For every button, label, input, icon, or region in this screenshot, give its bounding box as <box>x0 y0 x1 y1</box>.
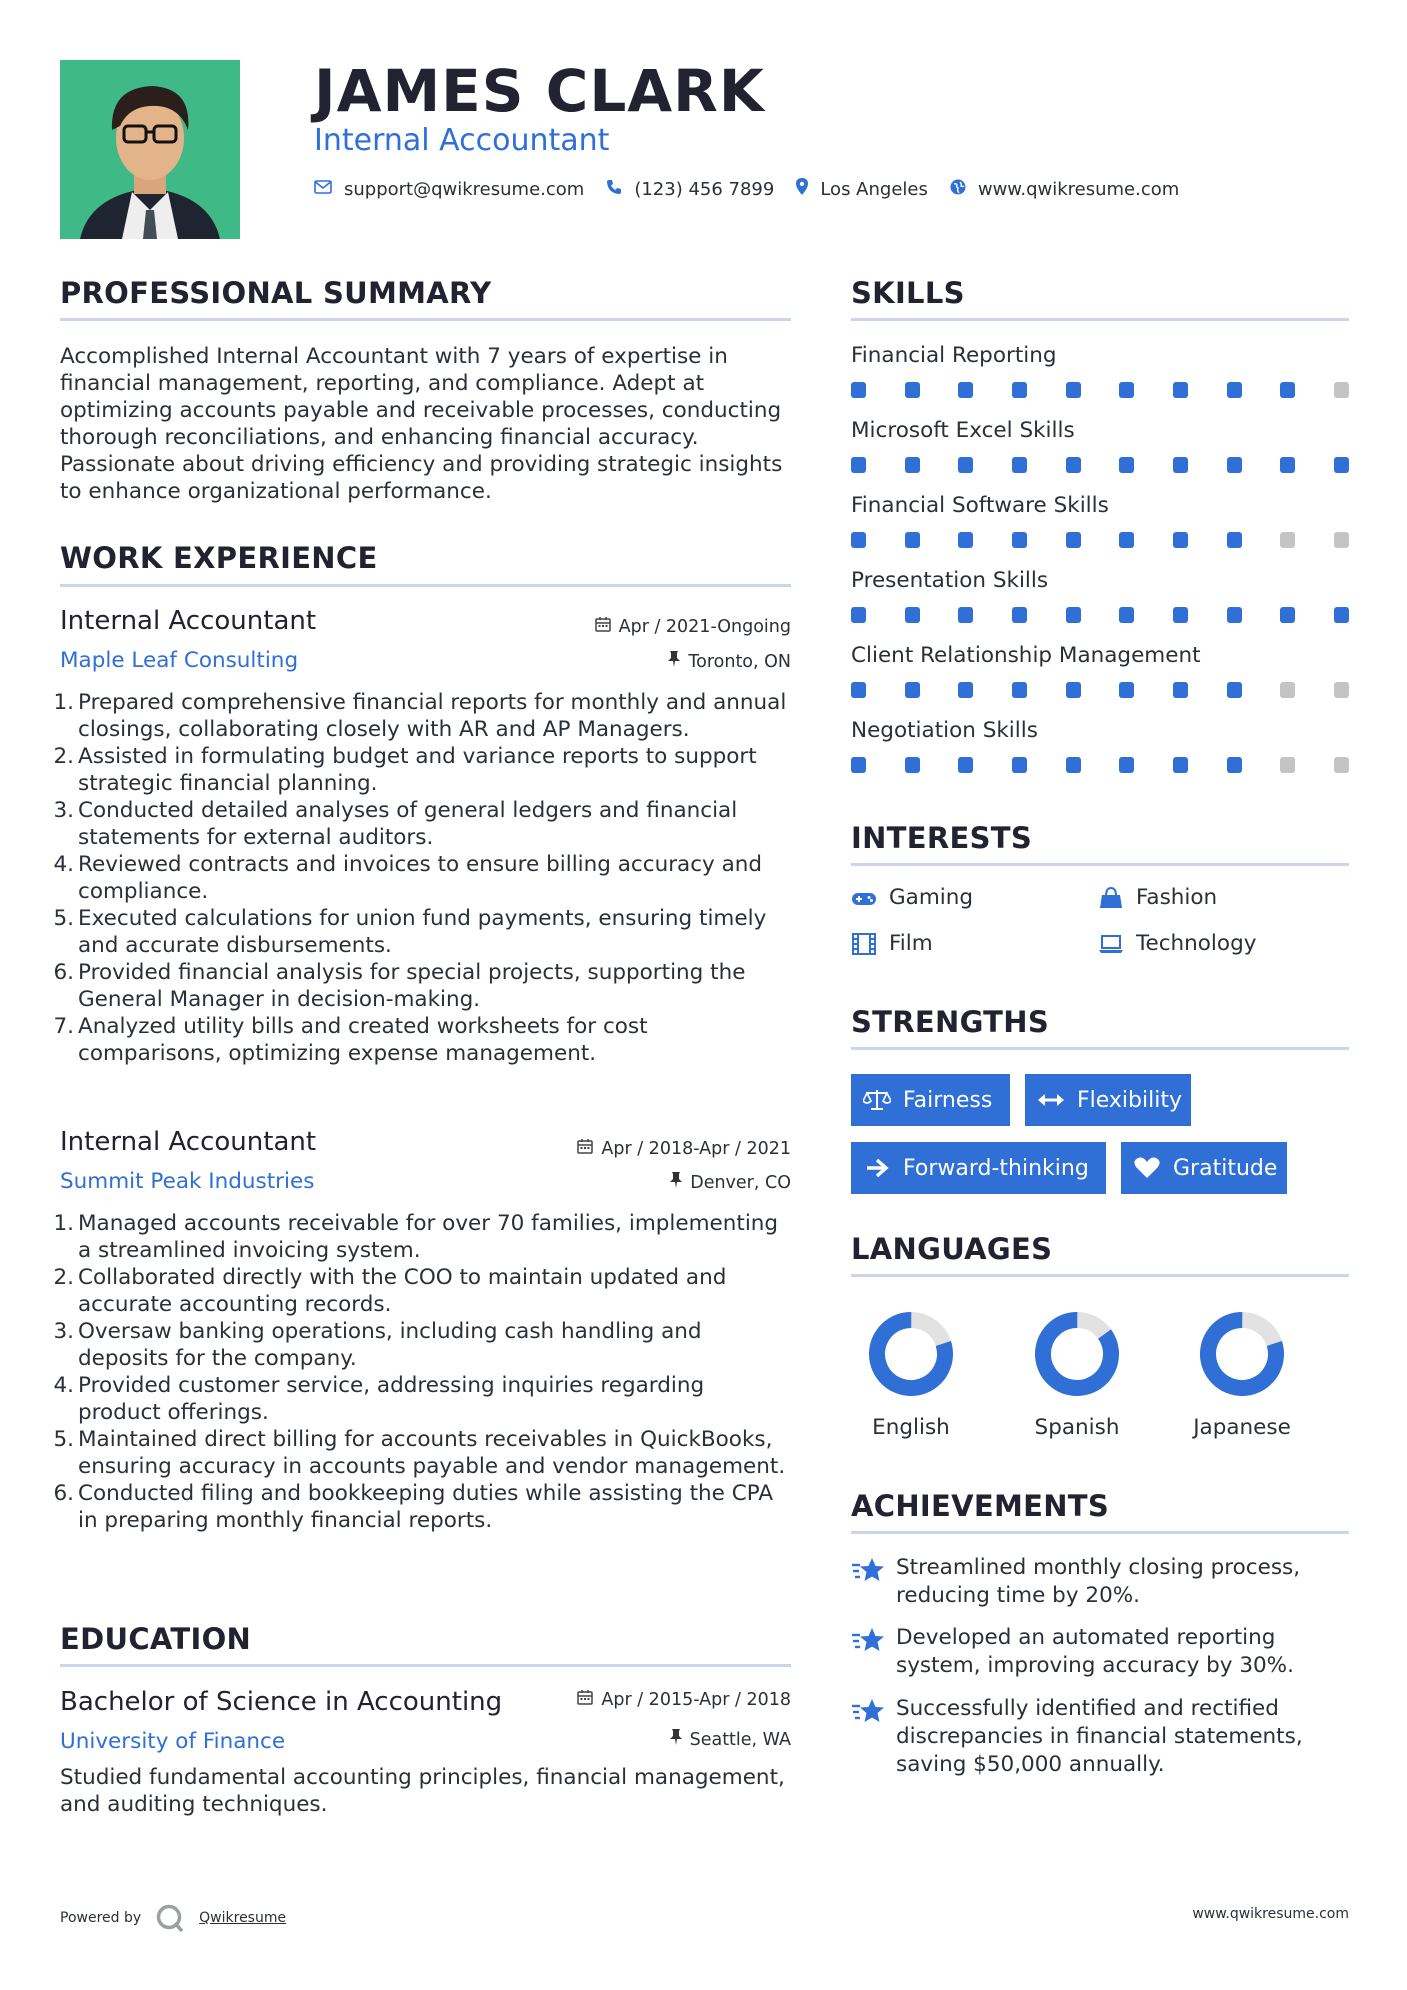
job-dates <box>577 1138 791 1159</box>
list-item: 2. Collaborated directly with the COO to maintain updated and accurate accounting records. <box>53 1265 727 1317</box>
calendar-icon <box>577 1690 593 1709</box>
summary-text: Accomplished Internal Accountant with 7 years of expertise in financial management, reporting, and compliance. Adept at optimizing accounts payable and receivable processes, conducting thorough reconciliations, and enhancing financial accuracy. Passionate about driving efficiency and providing strategic insights to enhance organizational performance. <box>60 344 783 504</box>
summary-heading: PROFESSIONAL SUMMARY <box>60 276 492 310</box>
skill-dot-filled <box>1280 457 1295 473</box>
skill-dot-filled <box>958 457 973 473</box>
footer-powered-by <box>60 1903 286 1933</box>
skill-dot-filled <box>905 382 920 398</box>
pushpin-icon <box>670 1730 682 1749</box>
skill-dot-filled <box>905 757 920 773</box>
skill-dot-filled <box>958 757 973 773</box>
achievement-item <box>851 1554 1351 1614</box>
email-link[interactable]: support@qwikresume.com <box>344 178 585 200</box>
skill-rating <box>851 457 1349 473</box>
balance-scale-icon <box>863 1088 891 1112</box>
list-item: 1. Prepared comprehensive financial reports for monthly and annual closings, collaborating closely with AR and AP Managers. <box>53 690 787 742</box>
skill-dot-filled <box>851 457 866 473</box>
calendar-icon <box>577 1139 593 1158</box>
skill-dot-filled <box>1012 682 1027 698</box>
skill-dot-filled <box>851 382 866 398</box>
interest-item <box>851 930 933 958</box>
skill-dot-filled <box>1334 457 1349 473</box>
job-location <box>670 1172 791 1193</box>
skill-label: Financial Software Skills <box>851 493 1109 518</box>
skill-dot-empty <box>1280 757 1295 773</box>
skill-dot-filled <box>1119 457 1134 473</box>
language-ring-fill <box>1034 1311 1120 1397</box>
languages-divider <box>851 1274 1349 1277</box>
skill-dot-filled <box>1066 607 1081 623</box>
skill-dot-filled <box>1173 382 1188 398</box>
pushpin-icon <box>670 1173 682 1192</box>
education-description: Studied fundamental accounting principles, financial management, and auditing techniques. <box>60 1765 785 1817</box>
education-heading: EDUCATION <box>60 1622 252 1656</box>
skill-dot-filled <box>1012 532 1027 548</box>
arrows-horizontal-icon <box>1037 1088 1065 1112</box>
interests-heading: INTERESTS <box>851 821 1033 855</box>
language-ring-fill <box>1199 1311 1285 1397</box>
summary-divider <box>60 318 791 321</box>
phone-number[interactable]: (123) 456 7899 <box>634 178 775 200</box>
skill-dot-empty <box>1334 532 1349 548</box>
skill-dot-filled <box>851 757 866 773</box>
list-item: 5. Executed calculations for union fund payments, ensuring timely and accurate disbursements. <box>53 906 767 958</box>
list-item: 7. Analyzed utility bills and created worksheets for cost comparisons, optimizing expense management. <box>53 1014 648 1066</box>
skill-dot-filled <box>1012 607 1027 623</box>
skill-dot-filled <box>1227 532 1242 548</box>
language-label: English <box>872 1415 950 1440</box>
list-item: 5. Maintained direct billing for accounts receivables in QuickBooks, ensuring accuracy in accounts payable and vendor management. <box>53 1427 786 1479</box>
skill-dot-empty <box>1280 532 1295 548</box>
skill-dot-filled <box>1334 607 1349 623</box>
skill-dot-filled <box>851 607 866 623</box>
education-dates-text: Apr / 2015-Apr / 2018 <box>601 1690 791 1710</box>
skill-dot-filled <box>905 532 920 548</box>
list-item: 4. Provided customer service, addressing inquiries regarding product offerings. <box>53 1373 705 1425</box>
achievements-heading: ACHIEVEMENTS <box>851 1489 1110 1523</box>
map-marker-icon <box>796 178 808 200</box>
powered-by-text: Powered by <box>60 1910 142 1926</box>
pushpin-icon <box>668 652 680 671</box>
list-item: 3. Oversaw banking operations, including cash handling and deposits for the company. <box>53 1319 702 1371</box>
skill-dot-filled <box>1119 532 1134 548</box>
skill-dot-filled <box>1173 682 1188 698</box>
skill-dot-filled <box>905 607 920 623</box>
skill-dot-empty <box>1334 382 1349 398</box>
skill-dot-empty <box>1334 757 1349 773</box>
skill-dot-filled <box>1227 457 1242 473</box>
strength-label: Forward-thinking <box>903 1155 1089 1181</box>
language-label: Japanese <box>1193 1415 1291 1440</box>
skill-dot-filled <box>958 607 973 623</box>
phone-icon <box>606 179 622 200</box>
skill-dot-filled <box>958 682 973 698</box>
achievement-text: Streamlined monthly closing process, reducing time by 20%. <box>896 1555 1301 1608</box>
education-divider <box>60 1664 791 1667</box>
degree-title: Bachelor of Science in Accounting <box>60 1687 503 1717</box>
skill-dot-filled <box>1173 607 1188 623</box>
company-name: Maple Leaf Consulting <box>60 648 299 673</box>
star-icon <box>851 1556 885 1586</box>
shopping-bag-icon <box>1098 887 1124 909</box>
job-title: Internal Accountant <box>60 1127 317 1157</box>
contact-bar <box>314 178 1201 200</box>
skills-heading: SKILLS <box>851 276 965 310</box>
skill-dot-filled <box>1227 682 1242 698</box>
skills-divider <box>851 318 1349 321</box>
company-name: Summit Peak Industries <box>60 1169 315 1194</box>
skill-label: Client Relationship Management <box>851 643 1201 668</box>
experience-heading: WORK EXPERIENCE <box>60 541 378 575</box>
skill-dot-filled <box>1119 757 1134 773</box>
language-ring-fill <box>868 1311 954 1397</box>
skill-label: Microsoft Excel Skills <box>851 418 1075 443</box>
candidate-name: JAMES CLARK <box>314 57 765 125</box>
education-location-text: Seattle, WA <box>689 1730 791 1750</box>
skill-dot-filled <box>851 682 866 698</box>
job-dates-text: Apr / 2021-Ongoing <box>618 617 791 637</box>
skill-dot-filled <box>1173 757 1188 773</box>
skill-dot-filled <box>1119 607 1134 623</box>
achievement-item <box>851 1695 1351 1785</box>
strength-label: Flexibility <box>1077 1087 1182 1113</box>
skill-dot-filled <box>1066 382 1081 398</box>
list-item: 4. Reviewed contracts and invoices to ensure billing accuracy and compliance. <box>53 852 763 904</box>
skill-rating <box>851 382 1349 398</box>
experience-divider <box>60 584 791 587</box>
candidate-title: Internal Accountant <box>314 123 610 158</box>
list-item: 6. Conducted filing and bookkeeping duties while assisting the CPA in preparing monthly financial reports. <box>53 1481 774 1533</box>
strength-badge <box>851 1074 1010 1126</box>
language-ring <box>868 1311 954 1397</box>
skill-dot-empty <box>1280 682 1295 698</box>
school-name: University of Finance <box>60 1729 286 1754</box>
job-location <box>668 651 791 672</box>
job-bullet-list <box>50 689 791 1067</box>
location-text: Los Angeles <box>820 178 928 200</box>
skill-label: Presentation Skills <box>851 568 1049 593</box>
skill-dot-filled <box>1119 382 1134 398</box>
education-dates <box>577 1689 791 1710</box>
skill-dot-filled <box>1066 457 1081 473</box>
skill-rating <box>851 532 1349 548</box>
skill-label: Negotiation Skills <box>851 718 1038 743</box>
skill-label: Financial Reporting <box>851 343 1057 368</box>
job-bullet-list <box>50 1210 791 1534</box>
education-location <box>670 1729 791 1750</box>
language-ring <box>1034 1311 1120 1397</box>
envelope-icon <box>314 179 332 199</box>
achievement-text: Developed an automated reporting system, improving accuracy by 30%. <box>896 1625 1294 1678</box>
skill-rating <box>851 682 1349 698</box>
job-dates <box>595 616 791 637</box>
skill-rating <box>851 757 1349 773</box>
interest-label: Film <box>889 931 933 956</box>
strength-badge <box>1025 1074 1191 1126</box>
website-link[interactable]: www.qwikresume.com <box>977 178 1180 200</box>
strengths-heading: STRENGTHS <box>851 1005 1050 1039</box>
qwikresume-link[interactable]: Qwikresume <box>199 1910 287 1926</box>
skill-dot-filled <box>851 532 866 548</box>
skill-dot-filled <box>1227 382 1242 398</box>
job-title: Internal Accountant <box>60 606 317 636</box>
strength-badge <box>1121 1142 1287 1194</box>
skill-dot-filled <box>1119 682 1134 698</box>
calendar-icon <box>595 617 611 636</box>
job-location-text: Denver, CO <box>690 1173 791 1193</box>
gamepad-icon <box>851 887 877 909</box>
skill-dot-filled <box>905 457 920 473</box>
star-icon <box>851 1697 885 1727</box>
languages-heading: LANGUAGES <box>851 1232 1053 1266</box>
list-item: 6. Provided financial analysis for special projects, supporting the General Manager in decision-making. <box>53 960 746 1012</box>
interest-label: Fashion <box>1136 885 1218 910</box>
strength-label: Fairness <box>903 1087 993 1113</box>
interest-item <box>1098 930 1256 958</box>
achievement-item <box>851 1624 1351 1684</box>
skill-dot-filled <box>1173 532 1188 548</box>
skill-dot-filled <box>1066 757 1081 773</box>
film-icon <box>851 933 877 955</box>
list-item: 3. Conducted detailed analyses of general ledgers and financial statements for external auditors. <box>53 798 738 850</box>
language-label: Spanish <box>1034 1415 1120 1440</box>
list-item: 2. Assisted in formulating budget and variance reports to support strategic financial planning. <box>53 744 757 796</box>
skill-dot-filled <box>1012 457 1027 473</box>
skill-dot-filled <box>1227 757 1242 773</box>
skill-dot-filled <box>1066 682 1081 698</box>
strengths-divider <box>851 1047 1349 1050</box>
achievements-divider <box>851 1531 1349 1534</box>
interest-item <box>851 884 973 912</box>
globe-icon <box>950 179 966 200</box>
skill-dot-filled <box>1173 457 1188 473</box>
list-item: 1. Managed accounts receivable for over 70 families, implementing a streamlined invoicing system. <box>53 1211 779 1263</box>
skill-dot-filled <box>1280 382 1295 398</box>
arrow-right-icon <box>863 1156 891 1180</box>
star-icon <box>851 1626 885 1656</box>
skill-dot-filled <box>1066 532 1081 548</box>
heart-icon <box>1133 1156 1161 1180</box>
interests-divider <box>851 863 1349 866</box>
footer-website[interactable]: www.qwikresume.com <box>1192 1906 1349 1922</box>
achievement-text: Successfully identified and rectified discrepancies in financial statements, saving $50,000 annually. <box>896 1696 1303 1777</box>
skill-rating <box>851 607 1349 623</box>
interest-item <box>1098 884 1217 912</box>
interest-label: Gaming <box>889 885 974 910</box>
skill-dot-filled <box>958 382 973 398</box>
skill-dot-empty <box>1334 682 1349 698</box>
skill-dot-filled <box>1012 382 1027 398</box>
skill-dot-filled <box>1012 757 1027 773</box>
skill-dot-filled <box>1280 607 1295 623</box>
skill-dot-filled <box>905 682 920 698</box>
qwikresume-logo-icon <box>155 1903 185 1933</box>
job-dates-text: Apr / 2018-Apr / 2021 <box>601 1139 791 1159</box>
job-location-text: Toronto, ON <box>688 652 791 672</box>
skill-dot-filled <box>958 532 973 548</box>
skill-dot-filled <box>1227 607 1242 623</box>
strength-badge <box>851 1142 1106 1194</box>
profile-photo <box>60 60 240 239</box>
language-ring <box>1199 1311 1285 1397</box>
laptop-icon <box>1098 933 1124 955</box>
strength-label: Gratitude <box>1173 1155 1278 1181</box>
interest-label: Technology <box>1136 931 1257 956</box>
